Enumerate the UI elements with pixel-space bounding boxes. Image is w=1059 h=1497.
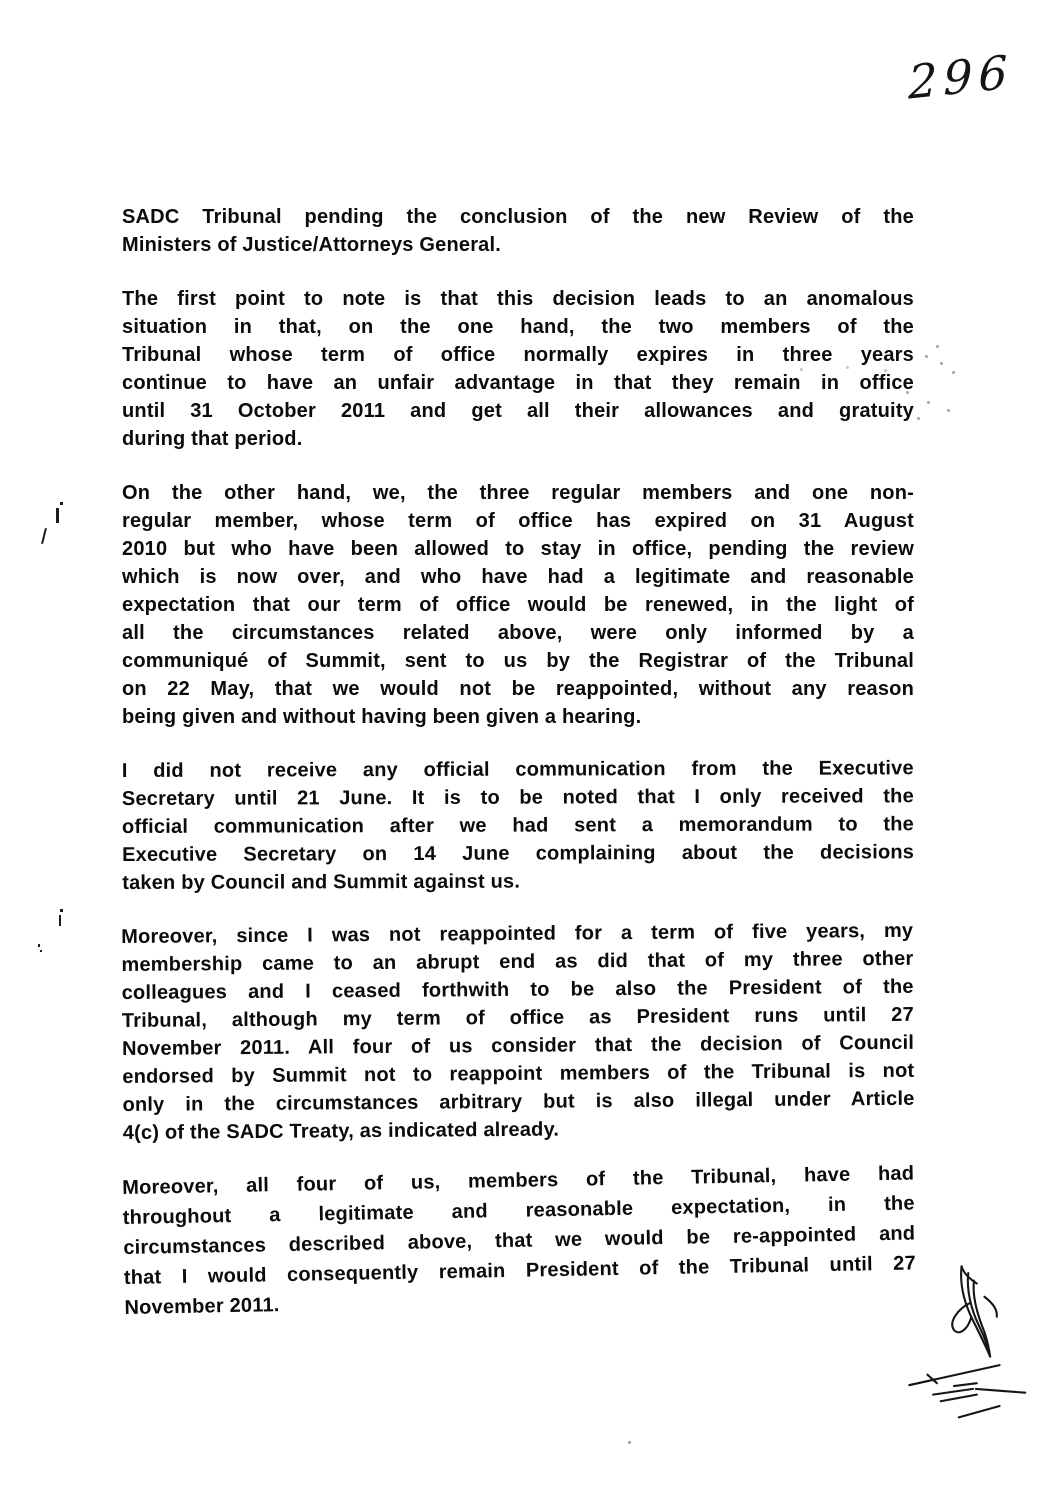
text-line: communiqué of Summit, sent to us by the Registrar of the Tribunal — [122, 650, 914, 672]
ink-mark-dot — [38, 944, 40, 947]
scan-speckle — [628, 1441, 631, 1444]
scan-speckle — [927, 401, 930, 404]
text-line: taken by Council and Summit against us. — [122, 870, 521, 894]
text-line: only in the circumstances arbitrary but is also illegal under Article — [122, 1087, 915, 1116]
text-line: throughout a legitimate and reasonable expectation, in the — [122, 1192, 915, 1229]
scan-speckle — [917, 417, 920, 420]
paragraph — [122, 285, 914, 453]
text-line: expectation that our term of office would be renewed, in the light of — [122, 594, 914, 616]
text-line: The first point to note is that this decision leads to an anomalous — [122, 288, 914, 310]
text-line: membership came to an abrupt end as did that of my three other — [121, 947, 914, 977]
scan-speckle — [884, 369, 887, 372]
paragraph — [122, 203, 914, 259]
text-line: Moreover, all four of us, members of the Tribunal, have had — [122, 1162, 915, 1199]
text-line: circumstances described above, that we would be re-appointed and — [123, 1222, 916, 1259]
ink-mark-tick — [59, 915, 61, 926]
text-line: during that period. — [122, 428, 303, 450]
text-line: that I would consequently remain President of the Tribunal until 27 — [123, 1252, 916, 1289]
text-line: Ministers of Justice/Attorneys General. — [122, 234, 502, 256]
paragraph — [122, 754, 914, 897]
scan-speckle — [936, 345, 939, 348]
text-line: on 22 May, that we would not be reappointed, without any reason — [122, 678, 914, 700]
text-line: regular member, whose term of office has expired on 31 August — [122, 510, 914, 532]
text-line: Secretary until 21 June. It is to be noted that I only received the — [121, 785, 914, 811]
ink-mark-dot — [60, 502, 63, 505]
text-line: November 2011. — [124, 1294, 280, 1319]
text-line: Executive Secretary on 14 June complaining about the decisions — [122, 841, 915, 866]
scan-speckle — [846, 366, 849, 369]
text-line: being given and without having been given a hearing. — [122, 706, 642, 728]
text-line: Tribunal whose term of office normally expires in three years — [122, 344, 914, 366]
text-line: official communication after we had sent a memorandum to the — [121, 813, 915, 838]
scan-speckle — [925, 355, 928, 358]
text-line: 4(c) of the SADC Treaty, as indicated already. — [122, 1118, 560, 1144]
text-line: SADC Tribunal pending the conclusion of the new Review of the — [122, 206, 914, 228]
text-line: which is now over, and who have had a legitimate and reasonable — [122, 566, 914, 588]
text-line: situation in that, on the one hand, the two members of the — [122, 316, 914, 338]
scan-speckle — [947, 409, 950, 412]
handwritten-signature-pen-flourish — [878, 1242, 1059, 1437]
paragraph — [122, 479, 914, 731]
text-line: November 2011. All four of us consider that the decision of Council — [122, 1031, 915, 1060]
paragraph — [121, 917, 915, 1147]
scan-speckle — [940, 362, 943, 365]
text-line: all the circumstances related above, were only informed by a — [122, 622, 914, 644]
ink-mark-dot — [40, 950, 42, 952]
handwritten-page-number: 296 — [908, 44, 1014, 110]
text-line: On the other hand, we, the three regular members and one non- — [122, 482, 914, 504]
paragraph — [122, 1158, 917, 1322]
text-line: until 31 October 2011 and get all their allowances and gratuity — [122, 400, 914, 422]
text-line: endorsed by Summit not to reappoint members of the Tribunal is not — [122, 1059, 915, 1088]
text-line: I did not receive any official communication from the Executive — [121, 757, 914, 783]
ink-mark-dot — [60, 909, 63, 912]
scan-speckle — [906, 391, 909, 394]
ink-mark-tick — [56, 508, 59, 523]
text-line: continue to have an unfair advantage in that they remain in office — [122, 372, 914, 394]
scan-speckle — [800, 368, 803, 371]
ink-mark-slash — [41, 528, 47, 544]
text-line: colleagues and I ceased forthwith to be also the President of the — [121, 975, 914, 1005]
text-line: 2010 but who have been allowed to stay in office, pending the review — [122, 538, 914, 560]
document-body — [122, 203, 914, 1349]
scan-speckle — [952, 371, 955, 374]
text-line: Tribunal, although my term of office as President runs until 27 — [121, 1003, 914, 1033]
text-line: Moreover, since I was not reappointed for a term of five years, my — [121, 919, 914, 949]
